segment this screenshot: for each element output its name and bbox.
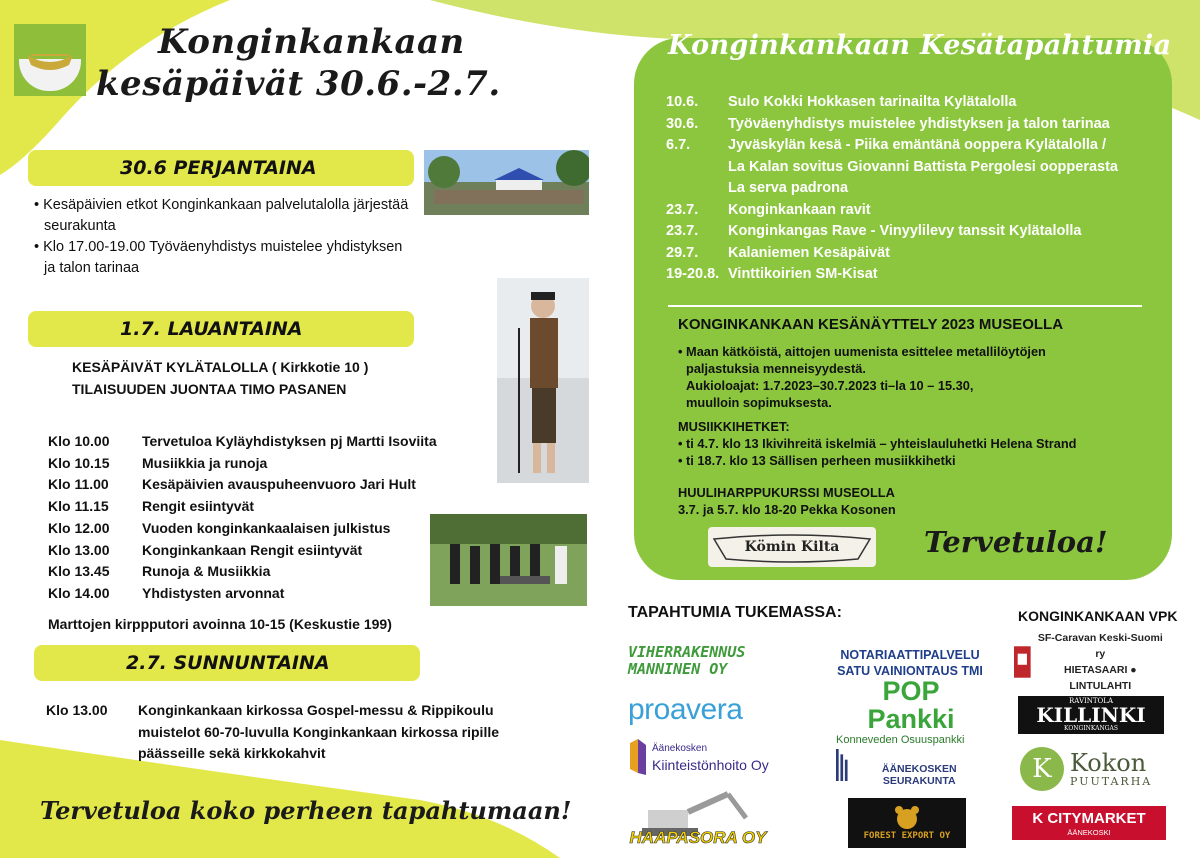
event-text: La serva padrona [728,180,849,196]
saturday-schedule [48,431,437,605]
event-row [666,178,1118,200]
kiint-line-1: Äänekosken [652,743,708,754]
sunday-band [34,645,420,681]
event-row [666,92,1118,114]
kokon-puutarha-logo [1020,746,1160,792]
komin-kilta-logo [708,527,876,567]
event-text: La Kalan sovitus Giovanni Battista Pergolesi oopperasta [728,158,1118,175]
forest-export-text: FOREST EXPORT OY [863,831,951,841]
event-date: 10.6. [666,94,699,110]
notary-line-1: NOTARIAATTIPALVELU [840,648,980,662]
events-panel-title: Konginkankaan Kesätapahtumia [668,30,1172,61]
citymarket-sub: ÄÄNEKOSKI [1067,827,1111,837]
sf-caravan-line-2: HIETASAARI ● LINTULAHTI [1063,664,1137,692]
museum-line-1: • Maan kätköistä, aittojen uumenista esittelee metallilöytöjen [678,344,1046,359]
schedule-text: Konginkankaan Rengit esiintyvät [142,541,363,558]
pop-pankki-logo [836,676,986,746]
schedule-time: Klo 13.00 [48,541,110,558]
kiinteistonhoito-logo [628,738,788,776]
seurakunta-logo [836,746,986,787]
panel-welcome: Tervetuloa! [924,525,1108,559]
kiinteisto-icon [628,739,648,775]
friday-bullet-2: • Klo 17.00-19.00 Työväenyhdistys muistelee yhdistyksen ja talon tarinaa [34,239,403,276]
event-text: Kalaniemen Kesäpäivät [728,244,890,261]
schedule-time: Klo 11.15 [48,498,109,515]
haapasora-text: HAAPASORA OY [629,828,767,847]
panel-divider [668,305,1142,307]
sf-caravan-line-1: SF-Caravan Keski-Suomi ry [1037,632,1163,660]
event-date: 30.6. [666,115,699,132]
citymarket-logo [1012,806,1166,840]
kokon-sub: PUUTARHA [1070,774,1153,788]
title-line-1: Konginkankaan [158,22,465,62]
museum-line-2: paljastuksia menneisyydestä. [686,361,866,376]
schedule-time: Klo 14.00 [48,584,110,601]
event-text: Jyväskylän kesä - Piika emäntänä ooppera Kylätalolla / [728,137,1106,153]
sunday-text: Konginkankaan kirkossa Gospel-messu & Rippikoulu muistelot 60-70-luvulla Konginkankaan kirkossa ripille päässeille sekä kirkkokahvit [138,702,500,762]
seurakunta-text: ÄÄNEKOSKEN SEURAKUNTA [881,763,957,787]
event-row [666,264,1118,286]
music-line-1: • ti 4.7. klo 13 Ikivihreitä iskelmiä – yhteislauluhetki Helena Strand [678,436,1077,451]
sf-caravan-logo [1014,632,1164,692]
schedule-text: Yhdistysten arvonnat [142,584,285,601]
harmonica-title: HUULIHARPPUKURSSI MUSEOLLA [678,485,895,500]
event-text: Työväenyhdistys muistelee yhdistyksen ja talon tarinaa [728,115,1110,132]
killinki-sub: KONGINKANGAS [1064,725,1118,732]
friday-bullet-1: • Kesäpäivien etkot Konginkankaan palvelutalolla järjestää seurakunta [34,197,409,234]
footer-welcome: Tervetuloa koko perheen tapahtumaan! [40,796,572,825]
event-row [666,243,1118,265]
event-date: 29.7. [666,244,699,261]
pop-pankki-sub: Konneveden Osuuspankki [836,734,965,746]
kokon-name: Kokon [1070,748,1147,777]
killinki-logo [1018,696,1164,734]
event-date: 23.7. [666,223,699,239]
haapasora-logo [628,788,768,848]
schedule-text: Rengit esiintyvät [142,498,255,515]
schedule-text: Runoja & Musiikkia [142,563,271,580]
schedule-time: Klo 13.45 [48,563,110,580]
kokon-emblem: K [1020,747,1064,791]
schedule-text: Kesäpäivien avauspuheenvuoro Jari Hult [142,476,416,493]
schedule-row [48,583,437,605]
event-date: 19-20.8. [666,266,720,282]
schedule-text: Vuoden konginkankaalaisen julkistus [142,519,391,536]
event-date: 23.7. [666,201,699,218]
event-text: Konginkangas Rave - Vinyylilevy tanssit Kylätalolla [728,223,1082,239]
event-date: 6.7. [666,137,691,153]
sunday-program [46,700,576,765]
viher-line-2: MANNINEN OY [628,660,728,678]
sunday-heading: 2.7. SUNNUNTAINA [126,652,330,674]
supporters-title: TAPAHTUMIA TUKEMASSA: [628,604,842,621]
event-text: Konginkankaan ravit [728,201,871,218]
event-row [666,221,1118,243]
viher-line-1: VIHERRAKENNUS [628,643,746,661]
saturday-intro-line-1: KESÄPÄIVÄT KYLÄTALOLLA ( Kirkkotie 10 ) [72,359,369,375]
event-date [666,157,728,179]
caravan-icon [1014,645,1031,679]
flea-market-note: Marttojen kirppputori avoinna 10-15 (Keskustie 199) [48,616,392,632]
title-line-2: kesäpäivät 30.6.-2.7. [96,64,501,104]
schedule-row [48,540,437,562]
saturday-heading: 1.7. LAUANTAINA [120,318,303,340]
event-date [666,178,728,200]
event-row [666,135,1118,157]
citymarket-text: K CITYMARKET [1032,809,1146,827]
notary-line-2: SATU VAINIONTAUS TMI [837,664,983,678]
event-row [666,114,1118,136]
event-row [666,200,1118,222]
band-photo [430,514,587,606]
event-row [666,157,1118,179]
friday-heading: 30.6 PERJANTAINA [120,157,317,179]
music-line-2: • ti 18.7. klo 13 Sällisen perheen musiikkihetki [678,453,956,468]
schedule-row [48,474,437,496]
seurakunta-icon [836,747,848,783]
schedule-row [48,431,437,453]
museum-line-4: muulloin sopimuksesta. [686,395,832,410]
komin-kilta-text: Kömin Kilta [744,539,840,555]
schedule-row [48,496,437,518]
schedule-time: Klo 10.15 [48,454,110,471]
market-photo [424,150,589,215]
forest-export-logo [848,798,966,848]
saturday-intro [72,357,368,400]
vpk-title: KONGINKANKAAN VPK [1018,608,1178,624]
event-text: Vinttikoirien SM-Kisat [728,266,878,282]
saturday-band [28,311,414,347]
pop-pankki-name: POP Pankki [867,676,955,734]
main-title [96,22,516,104]
schedule-row [48,518,437,540]
friday-band [28,150,414,186]
harmonica-line: 3.7. ja 5.7. klo 18-20 Pekka Kosonen [678,502,896,517]
killinki-name: KILLINKI [1036,703,1146,727]
saturday-intro-line-2: TILAISUUDEN JUONTAA TIMO PASANEN [72,380,347,397]
schedule-row [48,453,437,475]
proavera-logo: proavera [628,693,743,726]
events-list [666,92,1118,286]
schedule-text: Musiikkia ja runoja [142,454,268,471]
event-text: Sulo Kokki Hokkasen tarinailta Kylätalolla [728,94,1017,110]
schedule-row [48,561,437,583]
notary-logo [832,646,988,680]
municipal-crest-logo [14,24,86,96]
museum-details [678,343,1077,518]
music-title: MUSIIKKIHETKET: [678,419,790,434]
schedule-time: Klo 11.00 [48,476,109,493]
schedule-time: Klo 12.00 [48,519,110,536]
bear-icon [892,805,922,831]
museum-title: KONGINKANKAAN KESÄNÄYTTELY 2023 MUSEOLLA [678,316,1064,333]
schedule-text: Tervetuloa Kyläyhdistyksen pj Martti Isoviita [142,433,437,449]
viherrakennus-logo [628,643,798,679]
friday-bullets [34,195,414,279]
kiint-line-2: Kiinteistönhoito Oy [652,757,769,773]
sunday-time: Klo 13.00 [46,702,108,718]
schedule-time: Klo 10.00 [48,433,110,449]
killinki-small: RAVINTOLA [1068,697,1114,705]
singer-photo [497,278,589,483]
museum-line-3: Aukioloajat: 1.7.2023–30.7.2023 ti–la 10 – 15.30, [686,378,974,393]
